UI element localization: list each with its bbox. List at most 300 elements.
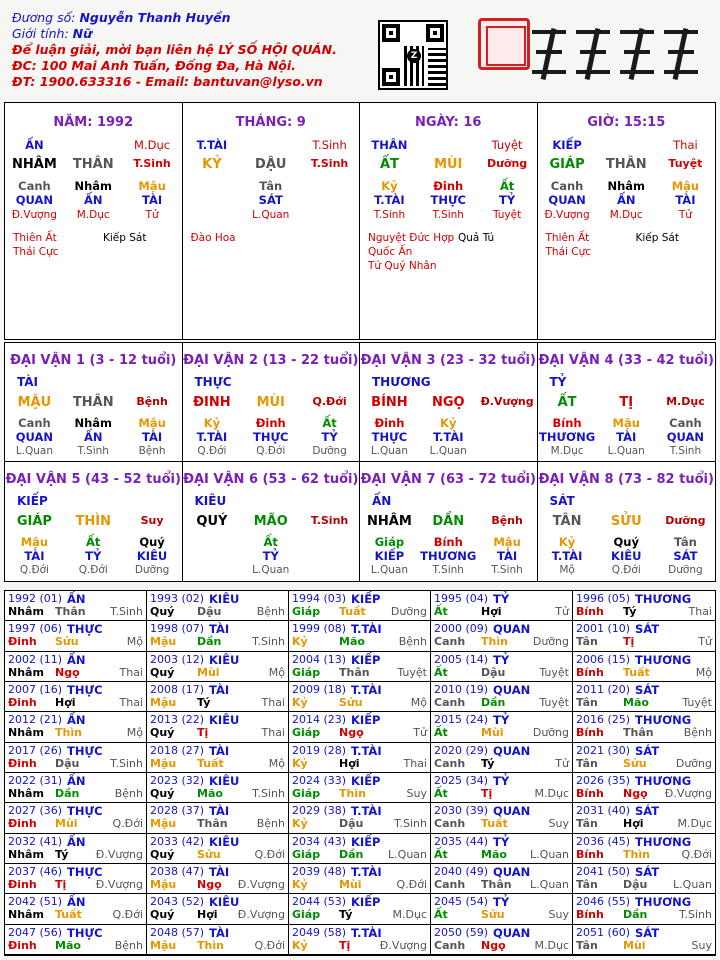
year-ten-god: THỰC xyxy=(67,865,103,879)
year-stem: Đinh xyxy=(8,878,37,891)
hidden-ten-god: T.TÀI xyxy=(374,193,405,207)
year-stem: Tân xyxy=(576,878,598,891)
year-stem: Bính xyxy=(576,787,604,800)
hidden-stem: Ất xyxy=(322,416,337,430)
hidden-stem: Ất xyxy=(263,535,278,549)
year-stem: Canh xyxy=(434,817,466,831)
star-name: Nguyệt Đức Hợp xyxy=(368,232,455,244)
star-name: Thiên Ất xyxy=(545,232,590,244)
hidden-stem: Bính xyxy=(433,535,463,549)
year-life-stage: Tử xyxy=(413,726,427,740)
year-stem: Ất xyxy=(434,908,448,922)
year-cell xyxy=(573,834,715,864)
earthly-branch: THÂN xyxy=(72,395,114,410)
year-branch: Dần xyxy=(481,696,506,709)
hidden-stem: Kỷ xyxy=(381,179,398,193)
earthly-branch: TỊ xyxy=(619,395,634,410)
year-stem: Giáp xyxy=(292,787,321,800)
qr-code-icon[interactable] xyxy=(378,20,448,90)
year-label: 2004 (13) xyxy=(292,652,347,666)
year-label: 2023 (32) xyxy=(150,774,205,787)
year-stem: Mậu xyxy=(150,817,177,831)
year-ten-god: ẤN xyxy=(67,895,86,910)
dai-van-title: ĐẠI VẬN 4 (33 - 42 tuổi) xyxy=(538,353,714,368)
year-branch: Mùi xyxy=(623,938,646,952)
hidden-ten-god xyxy=(478,430,537,444)
year-life-stage: Thai xyxy=(261,726,285,740)
year-cell xyxy=(289,834,431,864)
year-stem: Tân xyxy=(576,817,598,831)
pillar-column xyxy=(5,103,183,339)
year-branch: Tý xyxy=(481,756,495,770)
year-cell xyxy=(431,621,573,651)
year-cell xyxy=(289,621,431,651)
hidden-state-row xyxy=(183,445,360,457)
year-stem: Bính xyxy=(576,605,604,618)
year-life-stage: Tuyệt xyxy=(539,696,569,709)
year-cell xyxy=(289,864,431,894)
year-label: 2009 (18) xyxy=(292,683,347,696)
hidden-god-row xyxy=(538,549,716,563)
hidden-life-stage: Tử xyxy=(145,209,159,221)
hidden-life-stage: Tử xyxy=(678,209,692,221)
hidden-ten-god: TÀI xyxy=(142,430,163,444)
hidden-ten-god: KIÊU xyxy=(136,549,168,563)
hidden-ten-god: TỶ xyxy=(85,549,102,563)
earthly-branch: DẬU xyxy=(255,157,287,172)
pillar-stem-row xyxy=(5,157,182,172)
hidden-life-stage: M.Dục xyxy=(550,445,584,457)
dai-van-ten-god: THỰC xyxy=(194,375,232,389)
year-ten-god: THỰC xyxy=(67,804,103,819)
year-ten-god: THỰC xyxy=(67,683,103,697)
year-cell xyxy=(289,925,431,955)
year-life-stage: T.Sinh xyxy=(110,605,143,618)
year-ten-god: QUAN xyxy=(493,622,531,637)
year-label: 2049 (58) xyxy=(292,925,347,939)
year-ten-god: QUAN xyxy=(493,743,531,758)
header-line xyxy=(12,10,231,26)
year-branch: Mão xyxy=(481,847,507,861)
year-stem: Bính xyxy=(576,665,604,679)
year-branch: Thân xyxy=(197,817,228,831)
star-name: Quả Tú xyxy=(458,232,495,244)
hidden-stem xyxy=(300,535,359,549)
year-cell xyxy=(431,712,573,742)
hidden-life-stage: L.Quan xyxy=(252,564,290,576)
year-cell xyxy=(147,621,289,651)
year-branch: Dần xyxy=(623,908,648,922)
dai-van-ten-god: ẤN xyxy=(372,494,392,508)
year-ten-god: KIẾP xyxy=(351,592,381,606)
dai-van-title: ĐẠI VẬN 3 (23 - 32 tuổi) xyxy=(360,353,536,368)
year-label: 2008 (17) xyxy=(150,683,205,696)
year-ten-god: TỶ xyxy=(493,652,510,667)
year-ten-god: KIẾP xyxy=(351,652,381,667)
year-cell xyxy=(147,773,289,803)
year-stem: Giáp xyxy=(292,908,321,922)
earthly-branch: MÙI xyxy=(434,157,463,172)
year-life-stage: M.Dục xyxy=(534,938,569,952)
year-life-stage: Thai xyxy=(688,605,712,618)
year-ten-god: TỶ xyxy=(493,774,510,788)
year-stem: Bính xyxy=(576,726,604,740)
year-life-stage: Mộ xyxy=(695,665,712,679)
hidden-stem-row xyxy=(360,416,537,430)
year-stem: Mậu xyxy=(150,696,177,709)
year-label: 2034 (43) xyxy=(292,834,347,848)
year-branch: Hợi xyxy=(481,605,502,618)
hidden-ten-god: TÀI xyxy=(616,430,637,444)
hidden-state-row xyxy=(360,209,537,221)
year-label: 2018 (27) xyxy=(150,743,205,757)
year-life-stage: Tử xyxy=(555,756,569,770)
dai-van-panel xyxy=(4,342,716,582)
year-ten-god: TÀI xyxy=(209,622,230,637)
year-cell xyxy=(431,834,573,864)
heavenly-stem: GIÁP xyxy=(549,157,585,172)
year-stem: Quý xyxy=(150,726,175,740)
star-name: Quốc Ấn xyxy=(368,246,413,258)
year-branch: Dậu xyxy=(481,665,506,679)
four-pillars-panel xyxy=(4,102,716,340)
year-life-stage: Q.Đới xyxy=(254,847,285,861)
hidden-state-row xyxy=(183,564,360,576)
year-label: 2022 (31) xyxy=(8,774,63,787)
year-life-stage: L.Quan xyxy=(530,847,569,861)
year-ten-god: KIẾP xyxy=(351,774,381,788)
star-list-right xyxy=(103,231,146,245)
year-cell xyxy=(289,743,431,773)
hidden-stem: Quý xyxy=(139,535,165,549)
hidden-god-row xyxy=(5,549,182,563)
hidden-god-row xyxy=(5,193,182,207)
year-stem: Ất xyxy=(434,605,448,618)
year-life-stage: Q.Đới xyxy=(112,908,143,922)
hidden-stem: Tân xyxy=(673,535,697,549)
hidden-ten-god: QUAN xyxy=(15,430,54,444)
year-stem: Ất xyxy=(434,847,448,861)
branch-stage: Bệnh xyxy=(136,395,168,408)
pillar-title: NĂM: 1992 xyxy=(53,115,134,130)
year-stem: Đinh xyxy=(8,938,37,952)
year-cell xyxy=(573,864,715,894)
year-cell xyxy=(289,894,431,924)
year-cell xyxy=(147,743,289,773)
brand-logo xyxy=(532,22,712,82)
year-life-stage: M.Dục xyxy=(677,817,712,831)
year-ten-god: KIẾP xyxy=(351,895,381,910)
year-cell xyxy=(431,743,573,773)
year-ten-god: T.TÀI xyxy=(351,804,382,819)
hidden-stem: Canh xyxy=(18,179,51,193)
life-stage: T.Sinh xyxy=(312,138,347,152)
year-life-stage: M.Dục xyxy=(392,908,427,922)
dai-van-ten-god: KIÊU xyxy=(194,494,227,508)
hidden-life-stage: Q.Đới xyxy=(197,445,227,457)
year-branch: Tuất xyxy=(481,817,508,831)
year-stem: Nhâm xyxy=(8,605,44,618)
year-cell xyxy=(5,682,147,712)
hidden-ten-god: THỰC xyxy=(371,430,408,444)
year-life-stage: L.Quan xyxy=(673,878,712,891)
year-stem: Đinh xyxy=(8,696,37,709)
year-ten-god: T.TÀI xyxy=(351,743,382,758)
year-label: 2046 (55) xyxy=(576,895,631,909)
year-branch: Thân xyxy=(339,665,370,679)
star-list-right xyxy=(636,231,679,245)
year-label: 2037 (46) xyxy=(8,865,63,878)
year-life-stage: Bệnh xyxy=(114,938,143,952)
hidden-life-stage: Q.Đới xyxy=(19,564,49,576)
year-label: 2029 (38) xyxy=(292,804,347,818)
star-list-left xyxy=(368,231,454,273)
year-life-stage: Tuyệt xyxy=(397,665,427,679)
hidden-ten-god: SÁT xyxy=(258,193,283,207)
year-cell xyxy=(147,682,289,712)
year-cell xyxy=(5,591,147,621)
year-label: 2006 (15) xyxy=(576,652,631,666)
year-stem: Tân xyxy=(576,696,598,709)
hidden-god-row xyxy=(360,430,537,444)
year-ten-god: TỶ xyxy=(493,592,510,606)
header-value: Nguyễn Thanh Huyền xyxy=(79,10,231,25)
dai-van-cell xyxy=(538,462,716,581)
year-ten-god: QUAN xyxy=(493,865,531,879)
hidden-stem: Mậu xyxy=(671,179,700,193)
dai-van-ten-god: THƯƠNG xyxy=(372,375,431,389)
year-ten-god: T.TÀI xyxy=(351,865,382,879)
heavenly-stem: MẬU xyxy=(17,395,52,410)
year-branch: Mùi xyxy=(481,726,504,740)
year-stem: Nhâm xyxy=(8,847,44,861)
year-life-stage: Q.Đới xyxy=(254,938,285,952)
hidden-ten-god: QUAN xyxy=(548,193,586,207)
year-stem: Đinh xyxy=(8,756,37,770)
pillar-title: THÁNG: 9 xyxy=(235,115,306,130)
branch-stage: T.Sinh xyxy=(310,514,349,527)
year-cell xyxy=(573,682,715,712)
year-branch: Hợi xyxy=(197,908,218,922)
year-branch: Sửu xyxy=(481,908,505,922)
year-label: 1998 (07) xyxy=(150,622,205,636)
hidden-ten-god: THƯƠNG xyxy=(420,549,477,563)
hidden-god-row xyxy=(5,430,182,444)
year-cell xyxy=(147,591,289,621)
year-cell xyxy=(147,712,289,742)
year-ten-god: QUAN xyxy=(493,804,531,819)
dai-van-title: ĐẠI VẬN 5 (43 - 52 tuổi) xyxy=(5,472,181,487)
year-life-stage: Đ.Vượng xyxy=(95,847,143,861)
hidden-stem: Canh xyxy=(669,416,702,430)
hidden-life-stage xyxy=(300,209,359,221)
hidden-life-stage: Dưỡng xyxy=(134,564,170,576)
year-branch: Sửu xyxy=(197,847,221,861)
year-ten-god: T.TÀI xyxy=(351,683,382,697)
life-stage: M.Dục xyxy=(134,138,171,152)
year-stem: Kỷ xyxy=(292,696,308,709)
hidden-state-row xyxy=(538,445,716,457)
hidden-stem: Canh xyxy=(18,416,51,430)
year-branch: Dần xyxy=(339,847,364,861)
year-branch: Ngọ xyxy=(339,726,364,740)
year-life-stage: Mộ xyxy=(126,635,143,649)
year-branch: Dậu xyxy=(197,605,222,618)
year-life-stage: Mộ xyxy=(268,756,285,770)
heavenly-stem: ẤT xyxy=(379,157,399,172)
year-stem: Kỷ xyxy=(292,817,308,831)
year-branch: Tị xyxy=(339,938,351,952)
star-name: Đào Hoa xyxy=(190,232,236,244)
hidden-life-stage: T.Sinh xyxy=(669,445,702,457)
year-ten-god: KIÊU xyxy=(209,592,240,606)
year-branch: Ngọ xyxy=(197,878,222,891)
heavenly-stem: NHÂM xyxy=(367,514,412,529)
year-ten-god: THỰC xyxy=(67,925,103,940)
heavenly-stem: KỶ xyxy=(202,157,222,172)
year-stem: Mậu xyxy=(150,938,177,952)
year-ten-god: T.TÀI xyxy=(351,925,382,940)
year-ten-god: TỶ xyxy=(493,834,510,849)
year-label: 2017 (26) xyxy=(8,743,63,757)
year-ten-god: QUAN xyxy=(493,925,531,940)
dai-van-stem-row xyxy=(5,395,182,410)
pillar-column xyxy=(183,103,361,339)
year-branch: Tị xyxy=(481,787,493,800)
year-stem: Mậu xyxy=(150,756,177,770)
heavenly-stem: QUÝ xyxy=(196,514,228,529)
year-ten-god: KIÊU xyxy=(209,834,240,849)
year-label: 2050 (59) xyxy=(434,925,489,939)
hidden-stem: Mậu xyxy=(612,416,640,430)
year-life-stage: Thai xyxy=(403,756,427,770)
year-branch: Ngọ xyxy=(55,665,80,679)
hidden-life-stage: L.Quan xyxy=(429,445,467,457)
year-stem: Canh xyxy=(434,756,466,770)
year-life-stage: Đ.Vượng xyxy=(664,787,712,800)
header-label: Giới tính: xyxy=(12,26,73,41)
year-ten-god: SÁT xyxy=(635,683,660,697)
year-ten-god: KIÊU xyxy=(209,713,240,728)
hidden-stem: Đinh xyxy=(374,416,405,430)
year-life-stage: Dưỡng xyxy=(675,756,712,770)
year-ten-god: TỶ xyxy=(493,895,510,910)
year-stem: Kỷ xyxy=(292,635,308,649)
hidden-life-stage: T.Sinh xyxy=(77,445,109,457)
year-life-stage: Tử xyxy=(698,635,712,649)
year-label: 2044 (53) xyxy=(292,895,347,909)
hidden-life-stage: L.Quan xyxy=(15,445,54,457)
hidden-ten-god: KIÊU xyxy=(611,549,642,563)
dai-van-stem-row xyxy=(183,395,360,410)
year-branch: Thân xyxy=(55,605,86,618)
year-branch: Sửu xyxy=(55,635,79,649)
year-life-stage: Suy xyxy=(548,908,569,922)
year-life-stage: Thai xyxy=(119,696,143,709)
header-value: ĐT: 1900.633316 - Email: bantuvan@lyso.vn xyxy=(12,74,323,89)
header xyxy=(0,0,720,100)
year-label: 2007 (16) xyxy=(8,683,63,696)
hidden-life-stage: M.Dục xyxy=(609,209,643,221)
year-label: 2025 (34) xyxy=(434,774,489,787)
header-line xyxy=(12,74,323,90)
hidden-god-row xyxy=(360,193,537,207)
year-life-stage: Tuyệt xyxy=(682,696,712,709)
earthly-branch: THÂN xyxy=(72,157,114,172)
year-cell xyxy=(147,894,289,924)
year-life-stage: T.Sinh xyxy=(252,787,285,800)
year-label: 2001 (10) xyxy=(576,622,631,636)
year-cell xyxy=(5,803,147,833)
star-list-left xyxy=(13,231,59,259)
dai-van-title: ĐẠI VẬN 8 (73 - 82 tuổi) xyxy=(538,472,714,487)
year-ten-god: ẤN xyxy=(67,592,86,606)
year-life-stage: Đ.Vượng xyxy=(95,878,143,891)
earthly-branch: MÙI xyxy=(256,395,285,410)
hidden-stem-row xyxy=(183,416,360,430)
year-label: 2030 (39) xyxy=(434,804,489,818)
year-label: 2003 (12) xyxy=(150,652,205,666)
year-branch: Tý xyxy=(55,847,69,861)
year-cell xyxy=(431,894,573,924)
branch-stage: Bệnh xyxy=(491,514,523,527)
hidden-stem-row xyxy=(538,179,716,193)
year-life-stage: Tuyệt xyxy=(539,665,569,679)
year-life-stage: Dưỡng xyxy=(390,605,427,618)
header-line xyxy=(12,26,92,42)
year-cell xyxy=(289,803,431,833)
branch-stage: Q.Đới xyxy=(312,395,347,408)
hidden-life-stage xyxy=(478,445,537,457)
header-label: Đương số: xyxy=(12,10,80,25)
year-ten-god: TÀI xyxy=(209,743,230,758)
year-branch: Thân xyxy=(481,878,512,891)
year-stem: Bính xyxy=(576,847,604,861)
year-label: 2039 (48) xyxy=(292,865,347,878)
year-life-stage: Bệnh xyxy=(398,635,427,649)
pillar-stem-row xyxy=(183,157,360,172)
hidden-life-stage: L.Quan xyxy=(370,445,409,457)
year-branch: Dậu xyxy=(339,817,364,831)
year-branch: Hợi xyxy=(55,696,76,709)
year-branch: Tý xyxy=(197,696,211,709)
year-branch: Mão xyxy=(623,696,649,709)
year-stem: Bính xyxy=(576,908,604,922)
year-label: 2016 (25) xyxy=(576,713,631,727)
year-cell xyxy=(5,621,147,651)
pillar-god-row xyxy=(360,138,537,152)
branch-stage: Dưỡng xyxy=(486,157,528,170)
pillar-stem-row xyxy=(360,157,537,172)
year-branch: Thìn xyxy=(481,635,508,649)
year-life-stage: Suy xyxy=(548,817,569,831)
hidden-ten-god: TỶ xyxy=(498,193,516,207)
year-cell xyxy=(573,652,715,682)
header-line xyxy=(12,42,337,58)
header-value: ĐC: 100 Mai Anh Tuấn, Đống Đa, Hà Nội. xyxy=(12,58,296,73)
logo-seal-icon xyxy=(478,18,530,70)
year-label: 2013 (22) xyxy=(150,713,205,727)
hidden-life-stage: Mộ xyxy=(559,564,575,576)
year-label: 2032 (41) xyxy=(8,834,63,848)
year-ten-god: TÀI xyxy=(209,925,230,940)
pillar-column xyxy=(538,103,716,339)
hidden-god-row xyxy=(183,430,360,444)
year-cell xyxy=(147,864,289,894)
year-ten-god: SÁT xyxy=(635,804,660,819)
hidden-god-row xyxy=(538,193,716,207)
hidden-stem: Mậu xyxy=(138,179,166,193)
